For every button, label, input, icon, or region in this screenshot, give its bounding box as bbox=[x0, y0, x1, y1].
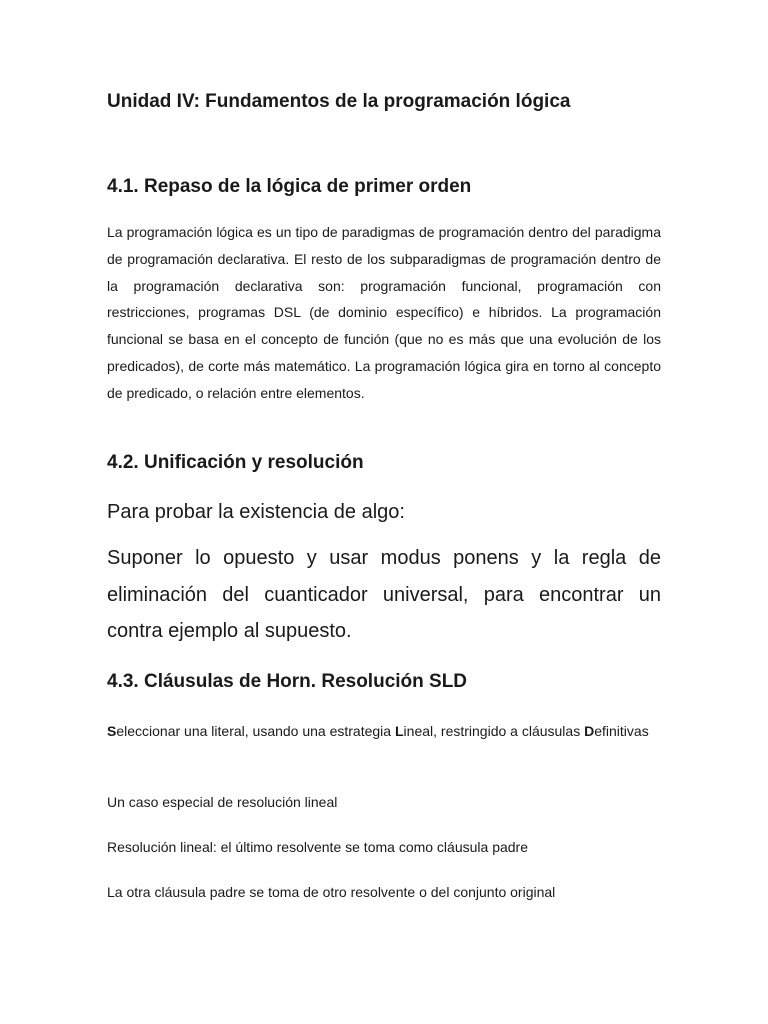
sld-d-initial: D bbox=[584, 723, 595, 739]
sld-l-initial: L bbox=[394, 723, 404, 739]
sld-l-rest: ineal, restringido a cláusulas bbox=[403, 723, 585, 739]
section-4-2-body: Suponer lo opuesto y usar modus ponens y la regla de eliminación del cuanticador universal, para encontrar un contra ejemplo al supuesto. bbox=[107, 547, 661, 642]
sld-d-rest: efinitivas bbox=[594, 723, 649, 739]
line-other-parent-clause: La otra cláusula padre se toma de otro resolvente o del conjunto original bbox=[107, 884, 556, 900]
sld-definition bbox=[107, 718, 661, 744]
document-title: Unidad IV: Fundamentos de la programación lógica bbox=[107, 91, 571, 112]
section-4-1-heading: 4.1. Repaso de la lógica de primer orden bbox=[107, 176, 472, 197]
sld-s-initial: S bbox=[107, 723, 117, 739]
section-4-1-paragraph: La programación lógica es un tipo de paradigmas de programación dentro del paradigma de programación declarativa. El resto de los subparadigmas de programación dentro de la programación declarativa son: programación funcional, programación con restricciones, programas DSL (de dominio específico) e híbridos. La programación funcional se basa en el concepto de función (que no es más que una evolución de los predicados), de corte más matemático. La programación lógica gira en torno al concepto de predicado, o relación entre elementos. bbox=[107, 224, 661, 401]
section-4-2-intro: Para probar la existencia de algo: bbox=[107, 501, 405, 523]
line-special-case: Un caso especial de resolución lineal bbox=[107, 794, 338, 810]
section-4-3-heading: 4.3. Cláusulas de Horn. Resolución SLD bbox=[107, 671, 468, 692]
sld-s-rest: eleccionar una literal, usando una estrategia bbox=[116, 723, 395, 739]
line-linear-resolution: Resolución lineal: el último resolvente se toma como cláusula padre bbox=[107, 839, 528, 855]
section-4-2-heading: 4.2. Unificación y resolución bbox=[107, 452, 364, 473]
